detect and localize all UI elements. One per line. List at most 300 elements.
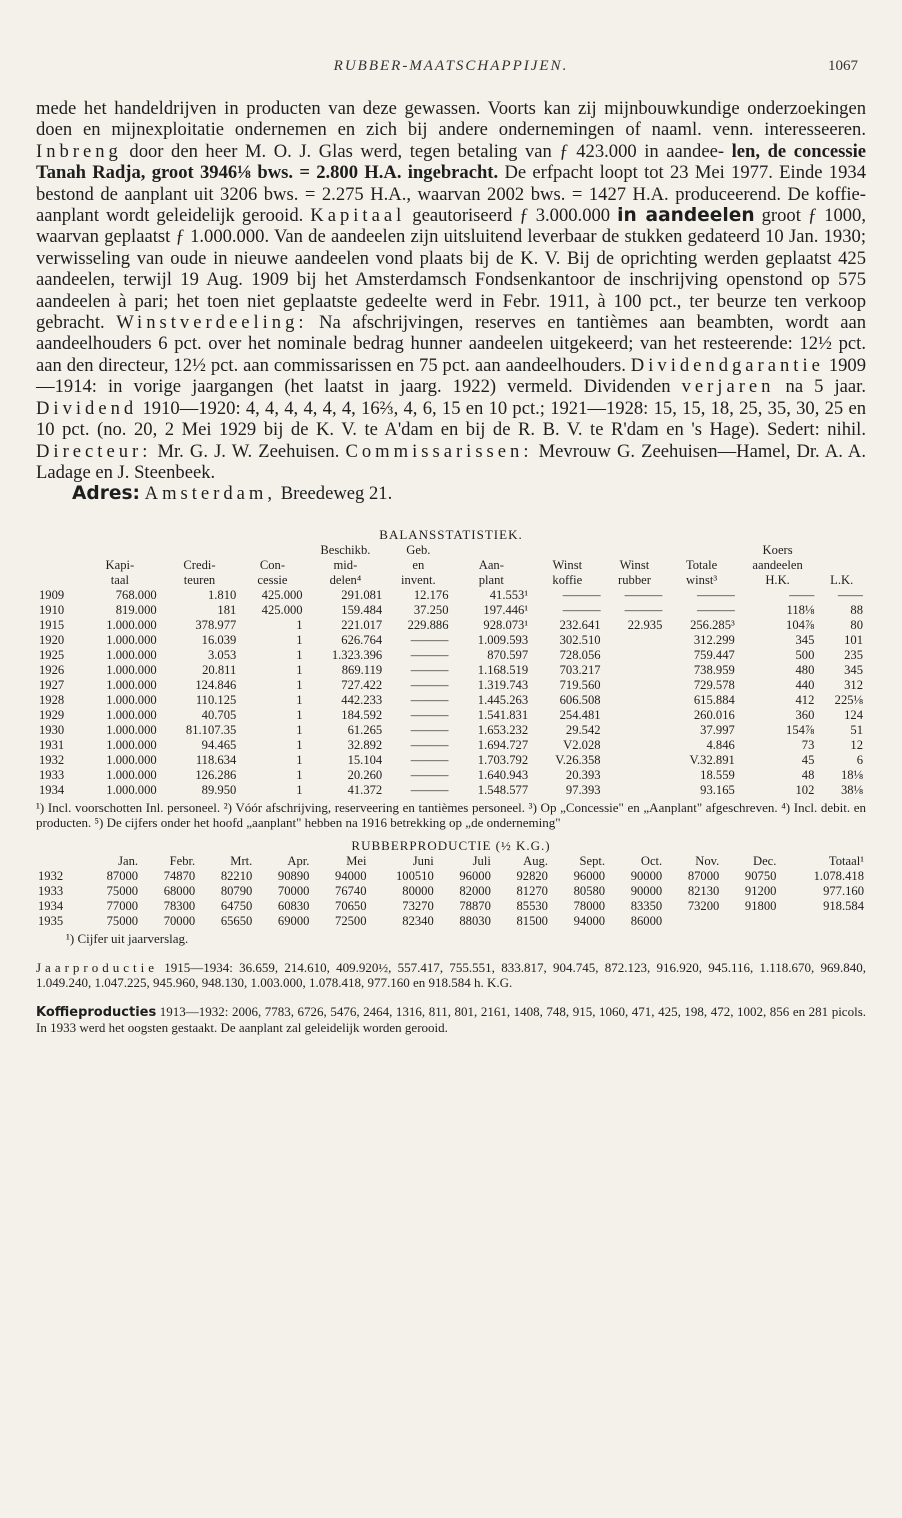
table-cell: 1 (296, 767, 303, 782)
label-dividend: Dividend (36, 397, 138, 419)
table-cell: 29.542 (565, 722, 601, 737)
table-cell: 73200 (687, 898, 720, 913)
table-cell: 110.125 (195, 692, 237, 707)
header-cell: Nov. (695, 853, 720, 868)
table-cell: 1931 (39, 737, 65, 752)
table-cell: ——— (410, 737, 449, 752)
table-cell: ——— (410, 632, 449, 647)
text-aandeelen: groot ƒ 1000, waarvan geplaatst ƒ 1.000.000. Van de aandeelen zijn uitsluitend leverbaar de stukken gedateerd 10 Jan. 1930; verwisseling van oude in nieuwe aandeelen vond plaats bij de K. V. Bij de oprichting (36, 205, 866, 269)
table-cell: 81500 (516, 913, 548, 928)
table-cell: 1 (296, 692, 303, 707)
label-commissarissen: Commissarissen: (345, 440, 533, 462)
balans-footnotes: ¹) Incl. voorschotten Inl. personeel. ²) Vóór afschrijving, reserveering en tantièmes personeel. ³) Op „Concessie" en „Aanplant" afgeschreven. ⁴) Incl. debit. en producten. ⁵) De cijfers onder het hoofd „aanplant" hebben na 1916 betrekking op „de onderneming" (36, 799, 866, 830)
koffie-paragraph (36, 1004, 866, 1035)
table-cell: 4.846 (706, 737, 735, 752)
table-cell: 82130 (687, 883, 720, 898)
table-cell: 16.039 (201, 632, 237, 647)
text-adres-city: Amsterdam, (144, 483, 277, 505)
table-row (36, 738, 866, 753)
table-cell: 45 (801, 752, 815, 767)
table-cell: 1932 (38, 868, 64, 883)
table-cell: 86000 (630, 913, 663, 928)
table-row (36, 914, 866, 929)
table-cell: 1934 (38, 898, 64, 913)
table-cell: 1.009.593 (477, 632, 529, 647)
header-row (36, 573, 866, 588)
table-cell: 80580 (573, 883, 606, 898)
table-cell: ——— (697, 602, 735, 617)
table-cell: 83350 (630, 898, 663, 913)
header-cell (36, 573, 80, 588)
header-cell: Totaal¹ (828, 853, 864, 868)
table-row (36, 899, 866, 914)
table-cell: 37.250 (413, 602, 449, 617)
table-cell: 80 (850, 617, 863, 632)
rubber-table (36, 854, 866, 929)
header-cell: Mei (346, 853, 367, 868)
table-cell: 81270 (516, 883, 548, 898)
label-winstverdeeling: Winstverdeeling: (116, 312, 308, 334)
table-cell: 1927 (39, 677, 65, 692)
table-cell: 1.000.000 (106, 707, 157, 722)
header-cell: Juni (412, 853, 434, 868)
table-cell: 101 (844, 632, 863, 647)
table-cell: 302.510 (559, 632, 601, 647)
header-cell: Dec. (752, 853, 777, 868)
table-cell: ——— (410, 662, 449, 677)
table-cell: 70000 (277, 883, 310, 898)
table-cell: 51 (850, 722, 863, 737)
header-cell: Oct. (640, 853, 663, 868)
table-cell: 197.446¹ (483, 602, 529, 617)
table-cell: 291.081 (341, 587, 383, 602)
table-cell: 615.884 (693, 692, 735, 707)
text-directeur: Mr. G. J. W. Zeehuisen. (157, 440, 340, 462)
label-verjaren: verjaren (681, 376, 775, 398)
table-cell: 728.056 (559, 647, 601, 662)
table-cell: 22.935 (627, 617, 663, 632)
header-cell: Credi- (183, 557, 216, 572)
table-cell: 73 (801, 737, 815, 752)
table-cell: 425.000 (261, 602, 303, 617)
header-cell (36, 543, 80, 558)
table-cell: 918.584 (823, 898, 864, 913)
table-cell: 94000 (335, 868, 367, 883)
table-cell: ——— (410, 707, 449, 722)
table-cell: 345 (795, 632, 815, 647)
table-cell: 1 (296, 647, 303, 662)
table-cell: 425.000 (261, 587, 303, 602)
header-cell: delen⁴ (329, 572, 362, 587)
table-cell: 102 (795, 782, 815, 797)
table-cell: 440 (795, 677, 815, 692)
table-cell: V2.028 (563, 737, 601, 752)
table-cell: 1920 (39, 632, 65, 647)
table-row (36, 753, 866, 768)
table-cell: 1934 (39, 782, 65, 797)
table-cell: —— (837, 587, 863, 602)
table-cell (604, 663, 666, 678)
rubber-note: ¹) Cijfer uit jaarverslag. (66, 930, 189, 946)
table-cell: 159.484 (341, 602, 383, 617)
table-cell: 1935 (38, 913, 64, 928)
label-inbreng: Inbreng (36, 140, 122, 162)
table-cell: 727.422 (341, 677, 383, 692)
header-cell (604, 543, 666, 558)
jaarproductie-paragraph (36, 960, 866, 990)
table-cell: 221.017 (341, 617, 383, 632)
header-cell: koffie (552, 572, 583, 587)
table-cell: 606.508 (559, 692, 601, 707)
table-cell: 75000 (106, 883, 139, 898)
table-cell: ——— (410, 692, 449, 707)
table-cell: 312.299 (693, 632, 735, 647)
table-cell: 768.000 (115, 587, 157, 602)
table-cell: 1 (296, 737, 303, 752)
table-cell: 61.265 (347, 722, 383, 737)
table-cell: 1930 (39, 722, 65, 737)
header-cell (817, 543, 866, 558)
table-cell: 1.000.000 (106, 752, 157, 767)
text-kapitaal: geautoriseerd ƒ 3.000.000 (412, 205, 611, 227)
table-cell: 869.119 (341, 662, 383, 677)
table-cell: 12.176 (413, 587, 449, 602)
table-cell: 96000 (573, 868, 606, 883)
table-cell (604, 633, 666, 648)
header-cell: Aan- (478, 557, 504, 572)
table-cell: 442.233 (341, 692, 383, 707)
table-cell: 87000 (687, 868, 720, 883)
table-cell: 89.950 (201, 782, 237, 797)
text-adres-street: Breedeweg 21. (280, 483, 393, 505)
table-cell: ——— (410, 752, 449, 767)
header-cell: H.K. (765, 572, 790, 587)
text-concessie: len, de concessie Tanah Radja, groot 3946⅛ bws. = 2.800 H.A. ingebracht. (36, 140, 866, 184)
label-jaarproductie: Jaarproductie (36, 959, 159, 975)
table-cell: 1.541.831 (477, 707, 529, 722)
table-cell: 256.285³ (690, 617, 735, 632)
table-cell: 97.393 (565, 782, 601, 797)
table-cell (721, 914, 778, 929)
table-cell: 1 (296, 617, 303, 632)
table-cell: 91800 (744, 898, 777, 913)
table-cell: 225⅛ (834, 692, 863, 707)
table-cell: 928.073¹ (483, 617, 529, 632)
table-cell: 412 (795, 692, 815, 707)
table-cell: 1 (296, 782, 303, 797)
table-cell: 82340 (402, 913, 434, 928)
table-cell: 87000 (106, 868, 139, 883)
table-cell: 181 (217, 602, 237, 617)
table-cell: 1933 (39, 767, 65, 782)
header-row (36, 543, 866, 558)
text-dividendgarantie: 1909—1914: in vorige jaargangen (het laatst in jaarg. 1922) vermeld. Dividenden (36, 354, 866, 398)
table-cell: 6 (856, 752, 863, 767)
table-cell: 90890 (277, 868, 310, 883)
table-row (36, 618, 866, 633)
table-cell: 20.393 (565, 767, 601, 782)
header-cell: Totale (685, 557, 718, 572)
table-cell: 126.286 (195, 767, 237, 782)
label-kapitaal: Kapitaal (310, 205, 406, 227)
table-cell: 15.104 (347, 752, 383, 767)
table-cell: 184.592 (341, 707, 383, 722)
table-cell: 41.553¹ (489, 587, 529, 602)
table-cell: 729.578 (693, 677, 735, 692)
table-cell: 1910 (39, 602, 65, 617)
table-cell: 500 (795, 647, 815, 662)
table-cell (604, 678, 666, 693)
table-cell: 18⅛ (840, 767, 863, 782)
table-cell: 64750 (220, 898, 253, 913)
table-row (36, 648, 866, 663)
table-cell: 68000 (163, 883, 196, 898)
table-cell: 124.846 (195, 677, 237, 692)
table-cell: 100510 (395, 868, 434, 883)
table-cell: ——— (410, 782, 449, 797)
header-cell: teuren (183, 572, 216, 587)
table-cell: 32.892 (347, 737, 383, 752)
table-cell: 1.548.577 (477, 782, 529, 797)
table-cell: 1.000.000 (106, 737, 157, 752)
header-cell: en (412, 557, 425, 572)
table-cell: 232.641 (559, 617, 601, 632)
table-cell: 1928 (39, 692, 65, 707)
table-cell: ——— (562, 602, 601, 617)
text-oprichting: werden geplaatst 425 aandeelen, terwijl 19 Aug. 1909 bij het Amsterdamsch Fondsenkantoor de inschrijving openstond op 575 aandeelen à pari; het toen niet geplaatste gedeelte werd in Febr. 1911, à 100 pct., ter beurze ten verkoop gebracht. (36, 247, 866, 334)
table-cell: 1.168.519 (477, 662, 529, 677)
table-cell: 20.811 (202, 662, 237, 677)
header-cell: Mrt. (230, 853, 253, 868)
table-cell: 1.000.000 (106, 632, 157, 647)
table-cell: 229.886 (407, 617, 449, 632)
text-dividend: 1910—1920: 4, 4, 4, 4, 4, 4, 16⅔, 4, 6, 15 en 10 pct.; 1921—1928: 15, 15, 18, 25, 35, 30, 25 en 10 pct. (no. 20, 2 Mei 1929 bij de K. V. te A'dam en bij de R. B. V. te R'dam en 's Hage). Sedert: nihil. (36, 397, 866, 441)
header-row (36, 854, 866, 869)
header-cell (531, 543, 603, 558)
table-cell (778, 914, 866, 929)
table-cell: 94000 (573, 913, 606, 928)
table-cell: 88 (850, 602, 863, 617)
header-cell: Geb. (406, 542, 431, 557)
table-cell: 1 (296, 722, 303, 737)
table-cell: 77000 (106, 898, 139, 913)
table-cell: 154⅞ (786, 722, 815, 737)
table-cell: 94.465 (201, 737, 237, 752)
table-row (36, 588, 866, 603)
table-cell: 1.078.418 (813, 868, 864, 883)
text-jaarproductie: 1915—1934: 36.659, 214.610, 409.920½, 557.417, 755.551, 833.817, 904.745, 872.123, 916.920, 945.116, 1.118.670, 969.840, 1.049.240, 1.047.225, 945.960, 948.130, 1.003.000, 1.078.418, 977.160 en 918.584 h. K.G. (36, 959, 867, 990)
table-cell (604, 693, 666, 708)
header-cell: winst³ (686, 572, 718, 587)
header-cell (452, 543, 532, 558)
table-cell: 1929 (39, 707, 65, 722)
table-cell: 96000 (459, 868, 491, 883)
header-cell: Febr. (169, 853, 196, 868)
table-row (36, 678, 866, 693)
table-cell: 70000 (163, 913, 196, 928)
table-cell: 1915 (39, 617, 65, 632)
table-cell: ——— (697, 587, 735, 602)
text-inbreng: door den heer M. O. J. Glas werd, tegen betaling van ƒ 423.000 in aandee- (129, 140, 725, 162)
table-cell: 75000 (106, 913, 139, 928)
table-cell (604, 708, 666, 723)
table-cell: 72500 (335, 913, 367, 928)
table-cell (604, 723, 666, 738)
table-cell: 80790 (220, 883, 253, 898)
table-cell: 235 (844, 647, 863, 662)
label-in-aandeelen: in aandeelen (617, 205, 755, 227)
header-cell (160, 543, 240, 558)
table-cell: 90750 (744, 868, 777, 883)
table-cell: 82210 (220, 868, 253, 883)
header-cell: Koers (762, 542, 793, 557)
table-cell: —— (789, 587, 815, 602)
table-row (36, 633, 866, 648)
label-adres: Adres: (72, 483, 140, 505)
table-cell: 1933 (38, 883, 64, 898)
table-cell: 345 (844, 662, 863, 677)
table-cell: 48 (801, 767, 815, 782)
header-cell: Winst (619, 557, 650, 572)
text-commissarissen: Mevrouw G. Zeehuisen—Hamel, Dr. A. A. Ladage en J. Steenbeek. (36, 440, 866, 483)
table-cell: 78000 (573, 898, 606, 913)
header-cell: plant (478, 572, 504, 587)
header-cell: L.K. (830, 572, 854, 587)
table-cell (604, 738, 666, 753)
header-cell (817, 558, 866, 573)
company-description (36, 98, 866, 505)
table-cell: 1926 (39, 662, 65, 677)
table-cell: ——— (410, 647, 449, 662)
table-cell: ——— (410, 677, 449, 692)
table-cell: 1909 (39, 587, 65, 602)
table-row (36, 783, 866, 798)
table-cell: 1.653.232 (477, 722, 529, 737)
table-cell: 977.160 (823, 883, 864, 898)
label-koffieproducties: Koffieproducties (36, 1004, 157, 1020)
header-cell: Juli (472, 853, 491, 868)
table-cell: 1932 (39, 752, 65, 767)
header-cell: invent. (401, 572, 436, 587)
table-cell (604, 648, 666, 663)
table-cell: 118⅛ (786, 602, 815, 617)
table-cell: 73270 (402, 898, 434, 913)
table-cell: 65650 (220, 913, 253, 928)
table-cell (604, 783, 666, 798)
table-cell: 93.165 (700, 782, 735, 797)
header-cell: Sept. (579, 853, 606, 868)
table-cell (604, 768, 666, 783)
table-cell: 37.997 (700, 722, 735, 737)
header-cell (665, 543, 737, 558)
table-cell: 81.107.35 (185, 722, 237, 737)
table-cell: 85530 (516, 898, 548, 913)
table-cell: 1 (296, 707, 303, 722)
table-cell: ——— (624, 602, 663, 617)
table-cell: 1.319.743 (477, 677, 529, 692)
table-cell: 74870 (163, 868, 196, 883)
header-row (36, 558, 866, 573)
table-cell: 738.959 (693, 662, 735, 677)
table-cell: 360 (795, 707, 815, 722)
table-row (36, 693, 866, 708)
text-verjaren: na 5 jaar. (785, 376, 866, 398)
header-cell (239, 543, 305, 558)
balans-table (36, 543, 866, 798)
header-cell: Con- (259, 557, 286, 572)
table-cell: 20.260 (347, 767, 383, 782)
header-cell (36, 854, 83, 869)
table-cell: 92820 (516, 868, 548, 883)
table-cell: 819.000 (115, 602, 157, 617)
table-cell: 60830 (277, 898, 310, 913)
table-cell: 12 (850, 737, 863, 752)
table-cell: 38⅛ (840, 782, 863, 797)
table-cell: 1.694.727 (477, 737, 529, 752)
table-cell: 254.481 (559, 707, 601, 722)
table-cell: 1 (296, 632, 303, 647)
table-cell: 78300 (163, 898, 196, 913)
table-row (36, 723, 866, 738)
table-cell: 1.810 (207, 587, 237, 602)
text-winstverdeeling: Na afschrijvingen, reserves en tantièmes aan beambten, wordt aan aandeelhouders 6 pct. over het nominale bedrag hunner aandeelen uitgekeerd; van het resteerende: 12½ pct. aan den directeur, 12½ pct. aan commissarissen en 75 pct. aan aandeelhouders. (36, 312, 866, 376)
table-cell: 1.000.000 (106, 692, 157, 707)
table-cell: 1.000.000 (106, 617, 157, 632)
table-cell: V.26.358 (555, 752, 601, 767)
running-title: RUBBER-MAATSCHAPPIJEN. (333, 58, 569, 74)
header-cell: Kapi- (105, 557, 135, 572)
table-cell: 759.447 (693, 647, 735, 662)
header-cell: rubber (618, 572, 651, 587)
table-cell: 90000 (630, 883, 663, 898)
table-cell: ——— (562, 587, 601, 602)
header-cell: taal (110, 572, 129, 587)
table-row (36, 663, 866, 678)
table-cell: 88030 (459, 913, 491, 928)
header-cell: cessie (257, 572, 288, 587)
table-cell: 1 (296, 752, 303, 767)
label-directeur: Directeur: (36, 440, 152, 462)
table-cell: 3.053 (207, 647, 237, 662)
table-cell: 1.000.000 (106, 662, 157, 677)
table-cell: 118.634 (195, 752, 237, 767)
table-cell: V.32.891 (689, 752, 735, 767)
page-number: 1067 (828, 58, 858, 74)
table-cell: 260.016 (693, 707, 735, 722)
table-cell: 104⅞ (786, 617, 815, 632)
table-cell: 1.703.792 (477, 752, 529, 767)
header-cell: Beschikb. (320, 542, 371, 557)
table-cell: 312 (844, 677, 863, 692)
table-cell: 40.705 (201, 707, 237, 722)
header-cell: Apr. (287, 853, 310, 868)
table-cell: 480 (795, 662, 815, 677)
balans-notes (36, 800, 866, 830)
table-cell: 870.597 (487, 647, 529, 662)
page-header (36, 58, 866, 88)
table-cell: ——— (410, 722, 449, 737)
text-activities: mede het handeldrijven in producten van deze gewassen. Voorts kan zij mijnbouwkundige onderzoekingen doen en mijnexploitatie ondernemen en zich bij andere ondernemingen of naaml. venn. interesseeren. (36, 98, 866, 141)
table-row (36, 603, 866, 618)
header-cell (80, 543, 160, 558)
table-row (36, 869, 866, 884)
table-cell: ——— (624, 587, 663, 602)
table-cell: 80000 (402, 883, 434, 898)
table-cell: 1.000.000 (106, 767, 157, 782)
rubber-caption: RUBBERPRODUCTIE (½ K.G.) (351, 837, 551, 853)
header-cell: Aug. (523, 853, 548, 868)
table-cell: 719.560 (559, 677, 601, 692)
